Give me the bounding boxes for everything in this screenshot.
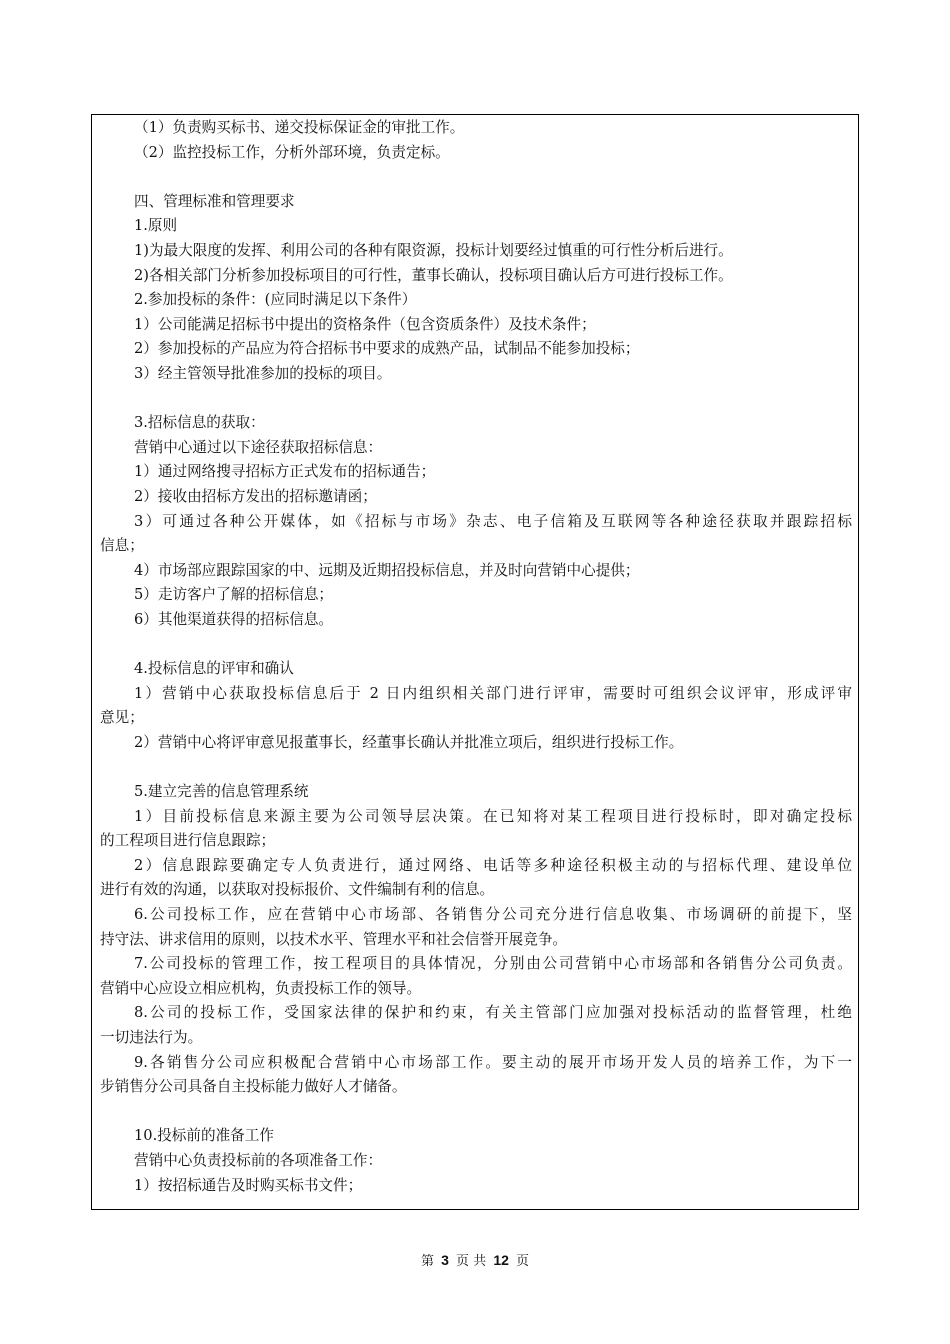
text-line: 一切违法行为。: [100, 1028, 203, 1046]
text-line: 3）经主管领导批准参加的投标的项目。: [134, 364, 392, 382]
text-line: 1）按招标通告及时购买标书文件；: [134, 1176, 363, 1194]
text-line: 6）其他渠道获得的招标信息。: [134, 610, 334, 628]
text-line: 1）公司能满足招标书中提出的资格条件（包含资质条件）及技术条件；: [134, 315, 596, 333]
text-line: 2)各相关部门分析参加投标项目的可行性，董事长确认，投标项目确认后方可进行投标工作。: [134, 266, 733, 284]
page-footer: [0, 1250, 950, 1269]
text-line: 5）走访客户了解的招标信息；: [134, 586, 334, 604]
subsection-heading: 1.原则: [134, 217, 178, 235]
text-line: 4）市场部应跟踪国家的中、远期及近期招投标信息，并及时向营销中心提供；: [134, 561, 640, 579]
text-line: 2）信息跟踪要确定专人负责进行，通过网络、电话等多种途径积极主动的与招标代理、建设单位: [134, 856, 852, 874]
text-line: 意见；: [100, 709, 144, 727]
text-line: 7.公司投标的管理工作，按工程项目的具体情况，分别由公司营销中心市场部和各销售分公司负责。: [134, 955, 852, 973]
text-line: 的工程项目进行信息跟踪；: [100, 832, 276, 850]
current-page-number: 3: [441, 1252, 449, 1268]
footer-prefix: 第: [420, 1254, 434, 1269]
text-line: 1）目前投标信息来源主要为公司领导层决策。在已知将对某工程项目进行投标时，即对确定投标: [134, 807, 852, 825]
text-line: 3）可通过各种公开媒体，如《招标与市场》杂志、电子信箱及互联网等各种途径获取并跟踪招标: [134, 512, 852, 530]
total-pages-number: 12: [493, 1252, 509, 1268]
text-line: 信息；: [100, 537, 144, 555]
text-line: 营销中心通过以下途径获取招标信息：: [134, 438, 383, 456]
blank-line: [100, 387, 852, 412]
blank-line: [100, 632, 852, 657]
section-heading: 四、管理标准和管理要求: [134, 192, 295, 210]
text-line: 营销中心应设立相应机构，负责投标工作的领导。: [100, 979, 422, 997]
subsection-heading: 10.投标前的准备工作: [134, 1127, 274, 1145]
text-line: 6.公司投标工作，应在营销中心市场部、各销售分公司充分进行信息收集、市场调研的前提下，坚: [134, 906, 852, 923]
blank-line: [100, 165, 852, 190]
text-line: 2）接收由招标方发出的招标邀请函；: [134, 487, 377, 505]
subsection-heading: 4.投标信息的评审和确认: [134, 660, 294, 678]
blank-line: [100, 755, 852, 780]
document-body: [100, 116, 852, 1198]
blank-line: [100, 1100, 852, 1125]
text-line: 步销售分公司具备自主投标能力做好人才储备。: [100, 1078, 407, 1096]
text-line: 2）营销中心将评审意见报董事长，经董事长确认并批准立项后，组织进行投标工作。: [134, 733, 684, 751]
text-line: （1）负责购买标书、递交投标保证金的审批工作。: [134, 119, 465, 136]
text-line: （2）监控投标工作，分析外部环境，负责定标。: [134, 143, 450, 161]
footer-suffix: 页: [516, 1254, 530, 1269]
subsection-heading: 5.建立完善的信息管理系统: [134, 783, 309, 801]
text-line: 8.公司的投标工作，受国家法律的保护和约束，有关主管部门应加强对投标活动的监督管理，杜绝: [134, 1004, 852, 1022]
text-line: 9.各销售分公司应积极配合营销中心市场部工作。要主动的展开市场开发人员的培养工作，为下一: [134, 1053, 852, 1071]
text-line: 营销中心负责投标前的各项准备工作：: [134, 1151, 383, 1169]
footer-middle: 页 共: [456, 1254, 487, 1269]
text-line: 进行有效的沟通，以获取对投标报价、文件编制有利的信息。: [100, 881, 495, 899]
text-line: 2）参加投标的产品应为符合招标书中要求的成熟产品，试制品不能参加投标；: [134, 340, 640, 358]
text-line: 1)为最大限度的发挥、利用公司的各种有限资源，投标计划要经过慎重的可行性分析后进行。: [134, 241, 733, 259]
subsection-heading: 3.招标信息的获取：: [134, 414, 265, 432]
text-line: 1）通过网络搜寻招标方正式发布的招标通告；: [134, 463, 436, 481]
subsection-heading: 2.参加投标的条件：(应同时满足以下条件）: [134, 291, 417, 309]
text-line: 持守法、讲求信用的原则，以技术水平、管理水平和社会信誉开展竞争。: [100, 930, 568, 948]
text-line: 1）营销中心获取投标信息后于 2 日内组织相关部门进行评审，需要时可组织会议评审，形成评审: [134, 684, 852, 702]
